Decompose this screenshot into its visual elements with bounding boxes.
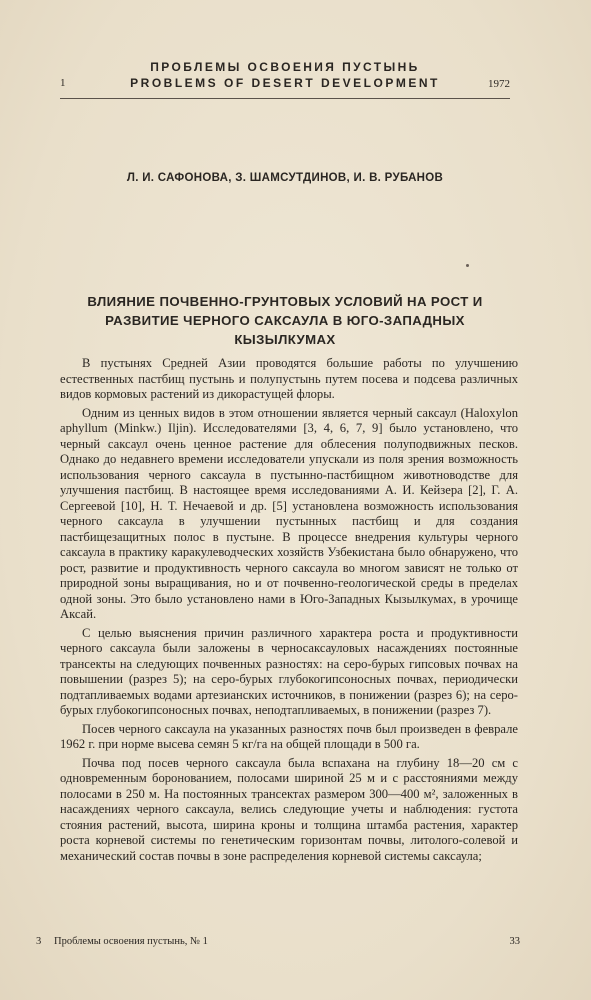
journal-header (60, 60, 510, 104)
signature-number: 3 (36, 936, 42, 947)
body-paragraph: В пустынях Средней Азии проводятся большие работы по улучшению естественных пастбищ пустынь и полупустынь путем посева и подсева различных видов кормовых растений из дикорастущей флоры. (60, 356, 518, 401)
paper-speck (466, 264, 469, 267)
footer-journal-name: Проблемы освоения пустынь, № 1 (54, 936, 208, 947)
article-body (60, 356, 518, 867)
article-title-line: РАЗВИТИЕ ЧЕРНОГО САКСАУЛА В ЮГО-ЗАПАДНЫХ (105, 313, 465, 328)
page-number: 33 (509, 936, 520, 947)
body-paragraph: Одним из ценных видов в этом отношении является черный саксаул (Haloxylon aphyllum (Minkw.) Iljin). Исследователями [3, 4, 6, 7, 9] было установлено, что черный саксаул очень ценное растение для облесения полуподвижных песков. Однако до недавнего времени исследователи упускали из поля зрения возможность использования черного саксаула в пустынно-пастбищном животноводстве для улучшения пастбищ. В настоящее время исследованиями А. И. Кейзера [2], Г. А. Сергеевой [10], Н. Т. Нечаевой и др. [5] установлена возможность использования черного саксаула в улучшении пустынных пастбищ и для создания пастбищезащитных полос в пустыне. В процессе внедрения культуры черного саксаула в практику каракулеводческих хозяйств Узбекистана было обнаружено, что рост, развитие и продуктивность черного саксаула во многом зависят не только от природной зоны выращивания, но и от почвенно-геологической среды в пределах одной зоны. Это было установлено нами в Юго-Западных Кызылкумах, в урочище Аксай. (60, 405, 518, 621)
page-footer (36, 936, 520, 950)
article-title-line: ВЛИЯНИЕ ПОЧВЕННО-ГРУНТОВЫХ УСЛОВИЙ НА РОСТ И (87, 294, 483, 309)
body-paragraph: Почва под посев черного саксаула была вспахана на глубину 18—20 см с одновременным боронованием, полосами шириной 25 м и с расстояниями между полосами в 250 м. На постоянных трансектах размером 300—400 м², заложенных в насаждениях черного саксаула, велись следующие учеты и наблюдения: густота стояния растений, высота, ширина кроны и толщина штамба растения, характер роста корневой системы по генетическим горизонтам почвы, литолого-солевой и механический состав почвы в зоне распределения корневой системы саксаула; (60, 755, 518, 863)
article-title (60, 292, 510, 349)
header-rule (60, 98, 510, 99)
journal-title-english: PROBLEMS OF DESERT DEVELOPMENT (130, 76, 440, 90)
article-title-line: КЫЗЫЛКУМАХ (234, 332, 336, 347)
publication-year: 1972 (488, 78, 510, 90)
volume-number: 1 (60, 77, 66, 89)
body-paragraph: С целью выяснения причин различного характера роста и продуктивности черного саксаула были заложены в черносаксауловых насаждениях постоянные трансекты на следующих почвенных разностях: на серо-бурых гипсовых почвах на повышении (разрез 5); на серо-бурых глубокогипсоносных почвах, периодически подтапливаемых водами артезианских источников, в понижении (разрез 6); на серо-бурых глубокогипсоносных почвах, неподтапливаемых, в понижении (разрез 7). (60, 625, 518, 717)
journal-title-russian: ПРОБЛЕМЫ ОСВОЕНИЯ ПУСТЫНЬ (150, 60, 420, 74)
body-paragraph: Посев черного саксаула на указанных разностях почв был произведен в феврале 1962 г. при норме высева семян 5 кг/га на общей площади в 500 га. (60, 721, 518, 751)
article-authors: Л. И. САФОНОВА, З. ШАМСУТДИНОВ, И. В. РУБАНОВ (126, 172, 444, 184)
